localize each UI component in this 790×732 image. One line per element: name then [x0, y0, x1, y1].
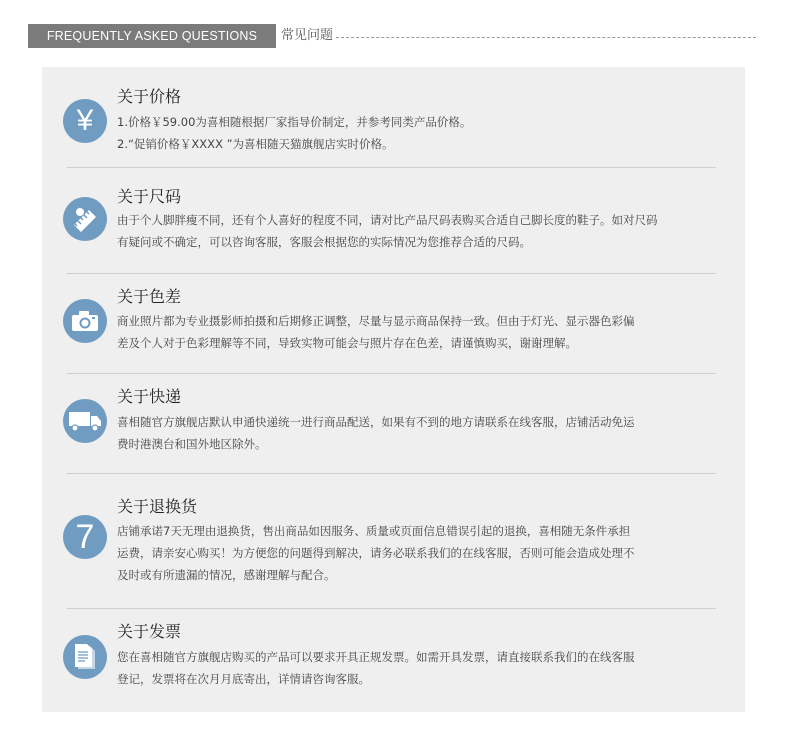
faq-line: 差及个人对于色彩理解等不同，导致实物可能会与照片存在色差，请谨慎购买，谢谢理解。 — [117, 336, 577, 350]
faq-divider — [67, 373, 716, 374]
faq-line: 费时港澳台和国外地区除外。 — [117, 437, 267, 451]
faq-line: 您在喜相随官方旗舰店购买的产品可以要求开具正规发票。如需开具发票，请直接联系我们的在线客服 — [117, 650, 635, 664]
faq-line: 商业照片都为专业摄影师拍摄和后期修正调整，尽量与显示商品保持一致。但由于灯光、显示器色彩偏 — [117, 314, 635, 328]
faq-title: 关于尺码 — [117, 187, 182, 206]
faq-line: 有疑问或不确定，可以咨询客服，客服会根据您的实际情况为您推荐合适的尺码。 — [117, 235, 531, 249]
faq-body — [117, 310, 717, 354]
yen-glyph: ¥ — [76, 104, 94, 137]
faq-body — [117, 111, 717, 155]
faq-divider — [67, 167, 716, 168]
seven-glyph: 7 — [75, 518, 95, 556]
faq-header-subtitle: 常见问题 — [281, 28, 334, 43]
faq-body — [117, 209, 717, 253]
faq-header — [28, 24, 763, 48]
ruler-icon — [63, 197, 107, 241]
faq-line: 店铺承诺7天无理由退换货，售出商品如因服务、质量或页面信息错误引起的退换，喜相随无条件承担 — [117, 524, 631, 538]
faq-title: 关于色差 — [117, 287, 182, 306]
faq-title: 关于快递 — [117, 387, 182, 406]
faq-title: 关于发票 — [117, 622, 182, 641]
faq-body — [117, 646, 717, 690]
faq-body — [117, 520, 717, 586]
faq-body — [117, 411, 717, 455]
faq-line: 登记，发票将在次月月底寄出，详情请咨询客服。 — [117, 672, 370, 686]
faq-panel — [42, 67, 745, 712]
faq-line: 及时或有所遗漏的情况，感谢理解与配合。 — [117, 568, 336, 582]
yen-icon — [63, 99, 107, 143]
seven-icon — [63, 515, 107, 559]
faq-divider — [67, 273, 716, 274]
truck-icon — [63, 399, 107, 443]
faq-divider — [67, 608, 716, 609]
faq-line: 喜相随官方旗舰店默认申通快递统一进行商品配送，如果有不到的地方请联系在线客服，店铺活动免运 — [117, 415, 635, 429]
faq-title: 关于价格 — [117, 87, 182, 106]
faq-divider — [67, 473, 716, 474]
faq-line: 2.“促销价格￥XXXX ”为喜相随天猫旗舰店实时价格。 — [117, 137, 394, 151]
faq-line: 由于个人脚胖瘦不同，还有个人喜好的程度不同，请对比产品尺码表购买合适自己脚长度的鞋子。如对尺码 — [117, 213, 658, 227]
header-divider — [336, 37, 756, 38]
invoice-icon — [63, 635, 107, 679]
faq-header-badge: FREQUENTLY ASKED QUESTIONS — [28, 24, 276, 48]
faq-line: 1.价格￥59.00为喜相随根据厂家指导价制定，并参考同类产品价格。 — [117, 115, 472, 129]
camera-icon — [63, 299, 107, 343]
faq-title: 关于退换货 — [117, 497, 198, 516]
faq-line: 运费，请亲安心购买！为方便您的问题得到解决，请务必联系我们的在线客服，否则可能会造成处理不 — [117, 546, 635, 560]
